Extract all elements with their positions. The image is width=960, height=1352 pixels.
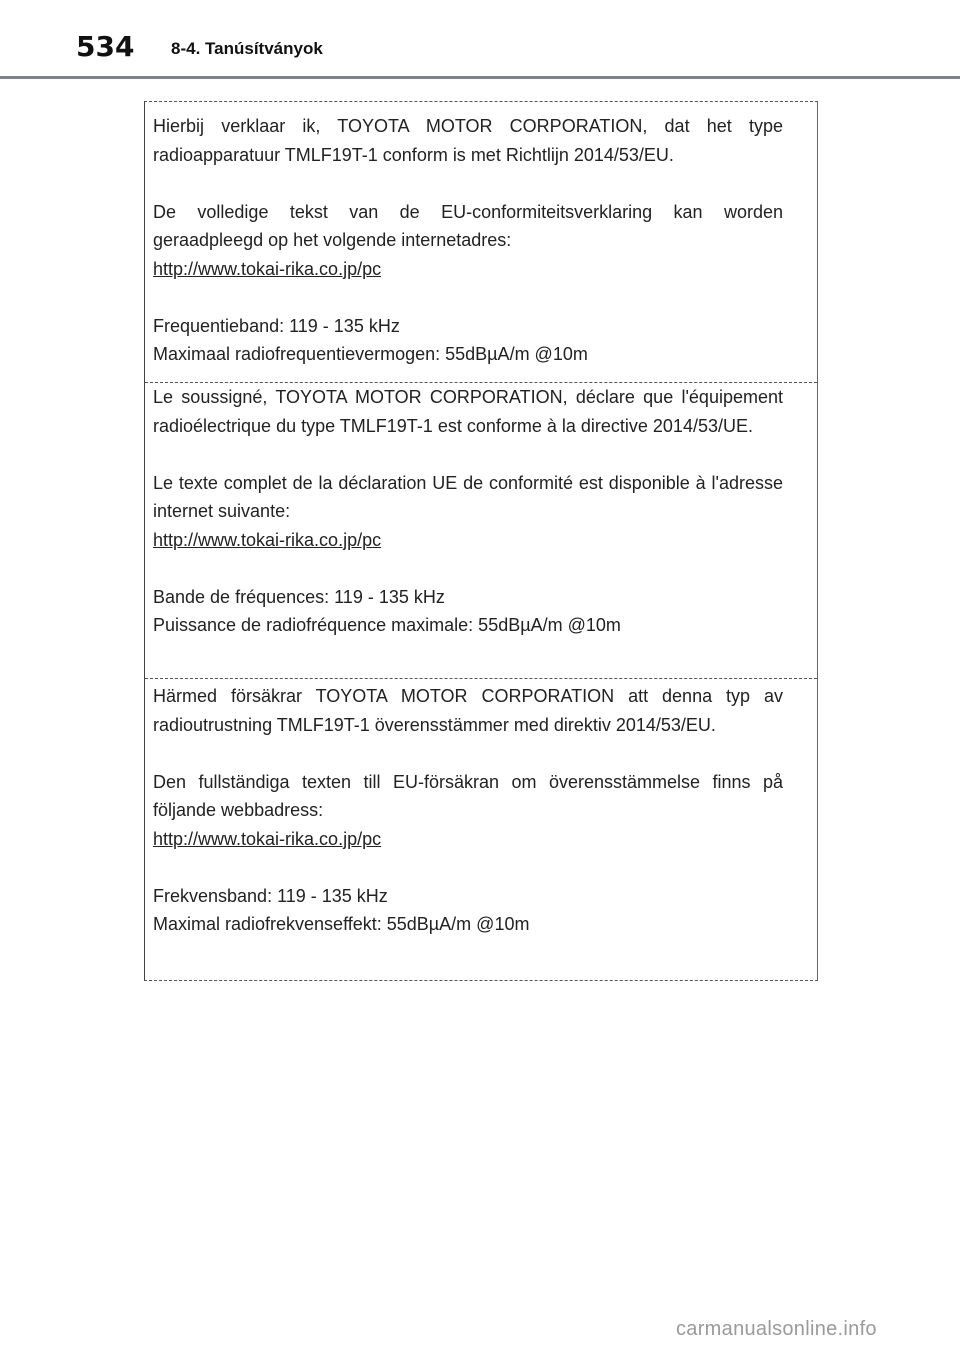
certification-box xyxy=(144,101,818,981)
declaration-url-link[interactable]: http://www.tokai-rika.co.jp/pc xyxy=(153,258,382,279)
availability-text: Le texte complet de la déclaration UE de conformité est disponible à l'adresse internet suivante: xyxy=(153,472,783,521)
max-power: Maximal radiofrekvenseffekt: 55dBµA/m @10m xyxy=(153,914,530,934)
max-power: Puissance de radiofréquence maximale: 55dBµA/m @10m xyxy=(153,615,621,635)
declaration-text: Hierbij verklaar ik, TOYOTA MOTOR CORPORATION, dat het type radioapparatuur TMLF19T-1 conform is met Richtlijn 2014/53/EU. xyxy=(153,116,783,165)
page-header xyxy=(0,0,960,78)
page-number: 534 xyxy=(76,30,135,63)
declaration-url-link[interactable]: http://www.tokai-rika.co.jp/pc xyxy=(153,529,382,550)
declaration-text: Härmed försäkrar TOYOTA MOTOR CORPORATION att denna typ av radioutrustning TMLF19T-1 överensstämmer med direktiv 2014/53/EU. xyxy=(153,686,783,735)
watermark: carmanualsonline.info xyxy=(676,1318,877,1340)
max-power: Maximaal radiofrequentievermogen: 55dBµA/m @10m xyxy=(153,344,588,364)
certification-dutch xyxy=(145,102,817,382)
frequency-band: Bande de fréquences: 119 - 135 kHz xyxy=(153,586,445,607)
certification-swedish xyxy=(145,678,817,982)
section-title: 8-4. Tanúsítványok xyxy=(171,39,323,58)
declaration-url-link[interactable]: http://www.tokai-rika.co.jp/pc xyxy=(153,828,382,849)
frequency-band: Frekvensband: 119 - 135 kHz xyxy=(153,885,388,906)
frequency-band: Frequentieband: 119 - 135 kHz xyxy=(153,315,400,336)
declaration-text: Le soussigné, TOYOTA MOTOR CORPORATION, déclare que l'équipement radioélectrique du type TMLF19T-1 est conforme à la directive 2014/53/UE. xyxy=(153,387,783,436)
availability-text: Den fullständiga texten till EU-försäkran om överensstämmelse finns på följande webbadress: xyxy=(153,771,783,820)
availability-text: De volledige tekst van de EU-conformiteitsverklaring kan worden geraadpleegd op het volgende internetadres: xyxy=(153,201,783,250)
header-divider xyxy=(0,76,960,79)
certification-french xyxy=(145,382,817,678)
